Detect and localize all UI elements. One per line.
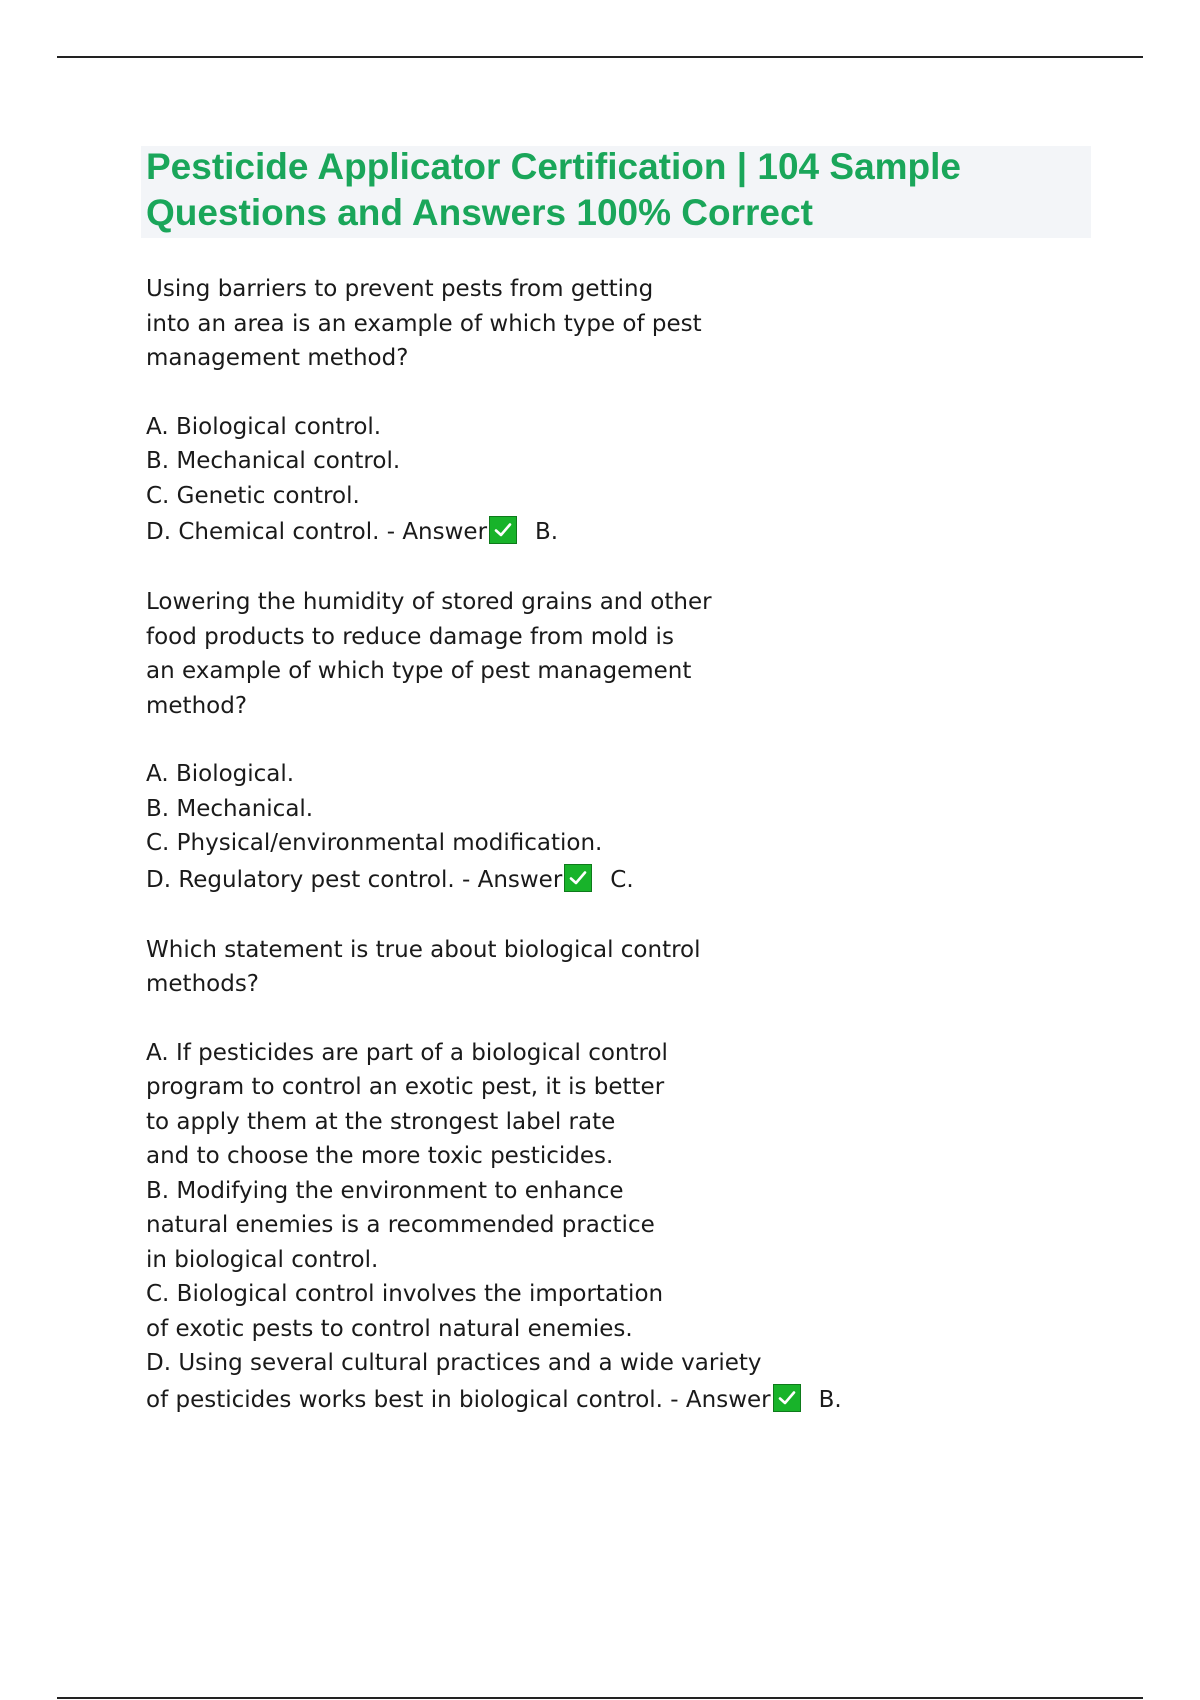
option-line-with-answer: of pesticides works best in biological control. - Answer [146, 1386, 771, 1413]
correct-answer: C. [610, 866, 634, 893]
answer-line [146, 861, 1046, 899]
answer-line [146, 513, 1046, 551]
option-line: D. Using several cultural practices and a wide variety [146, 1350, 762, 1376]
option-line: C. Physical/environmental modification. [146, 830, 603, 856]
option-line: B. Modifying the environment to enhance [146, 1177, 624, 1204]
question-line: Using barriers to prevent pests from getting [146, 276, 654, 302]
option-line: C. Biological control involves the importation [146, 1281, 664, 1307]
correct-answer: B. [818, 1386, 842, 1413]
document-title: Pesticide Applicator Certification | 104 Sample Questions and Answers 100% Correct [146, 146, 962, 233]
option-line-with-answer: D. Regulatory pest control. - Answer [146, 866, 563, 893]
option-line: A. If pesticides are part of a biological control [146, 1039, 668, 1066]
option-line: program to control an exotic pest, it is better [146, 1074, 665, 1100]
question-text [146, 933, 1046, 1002]
question-line: methods? [146, 971, 260, 997]
check-mark-icon [564, 864, 592, 892]
question-line: management method? [146, 345, 409, 371]
page-bottom-rule [57, 1697, 1143, 1699]
question-line: Which statement is true about biological control [146, 936, 701, 963]
question-text [146, 585, 1046, 723]
question-line: into an area is an example of which type of pest [146, 310, 702, 337]
answer-options [146, 757, 1046, 899]
option-line: A. Biological control. [146, 413, 382, 440]
question-block [146, 585, 1046, 899]
question-text [146, 272, 1046, 376]
option-line: and to choose the more toxic pesticides. [146, 1143, 614, 1169]
question-block [146, 933, 1046, 1419]
question-block [146, 272, 1046, 551]
question-line: food products to reduce damage from mold is [146, 623, 674, 650]
question-line: an example of which type of pest management [146, 658, 692, 684]
question-line: Lowering the humidity of stored grains and other [146, 589, 712, 615]
option-line: B. Mechanical control. [146, 448, 401, 474]
option-line: A. Biological. [146, 761, 295, 787]
page-top-rule [57, 56, 1143, 58]
answer-options [146, 1036, 1046, 1419]
answer-line [146, 1381, 1046, 1419]
question-list [146, 272, 1046, 1453]
option-line: to apply them at the strongest label rate [146, 1108, 616, 1135]
option-line: C. Genetic control. [146, 482, 360, 509]
question-line: method? [146, 692, 248, 719]
option-line-with-answer: D. Chemical control. - Answer [146, 519, 488, 545]
check-mark-icon [773, 1384, 801, 1412]
option-line: in biological control. [146, 1246, 379, 1273]
correct-answer: B. [535, 519, 559, 545]
option-line: B. Mechanical. [146, 795, 314, 822]
option-line: natural enemies is a recommended practice [146, 1212, 655, 1238]
answer-options [146, 410, 1046, 552]
check-mark-icon [489, 516, 517, 544]
option-line: of exotic pests to control natural enemies. [146, 1315, 633, 1342]
